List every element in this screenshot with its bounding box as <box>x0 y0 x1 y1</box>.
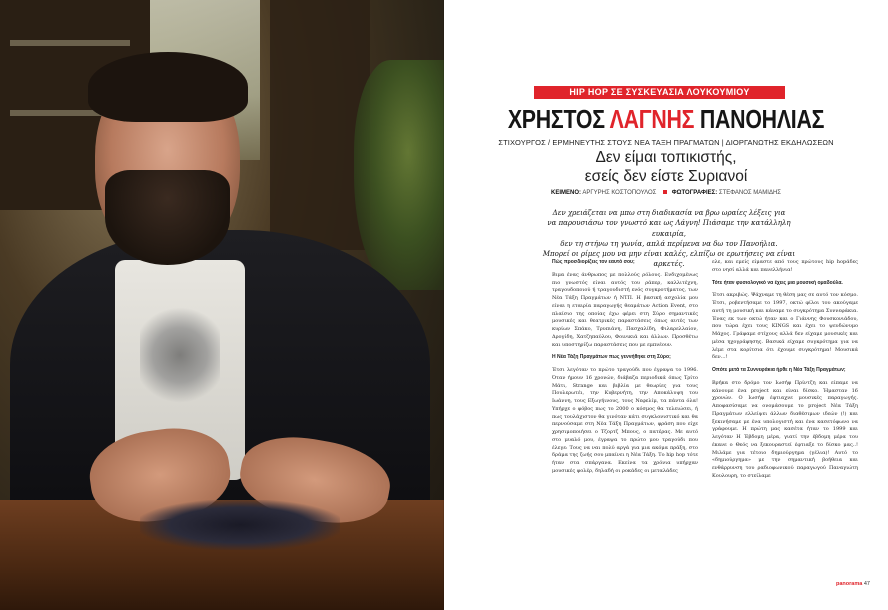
text-credit-label: ΚΕΙΜΕΝΟ: <box>550 190 581 196</box>
headline-line: εσείς δεν είστε Συριανοί <box>584 168 748 185</box>
background-plant <box>354 60 444 290</box>
shelf-highlight <box>10 40 130 46</box>
answer: Βιμα ένας άνθρωπος με πολλούς ρόλους. Ενδιχομένως πιο γνωστός είναι αυτός του ράπερ, καλλιτέχνη, τραγουδοποιού ή τραγουδιστή ενός συγκροτήματος, των Νέα Τάξη Πραγμάτων ή ΝΤΠ. Η βασική ασχολία μου είναι η εταιρία παραγωγής θεαμάτων Action Event, στο πλαίσιο της οποίας έχω φέρει στη Σύρο σημαντικές μουσικές και θεατρικές παραστάσεις όπως αυτές των κυρίων Σπάκο, Τρυπιάνη, Πασχαλίδη, Φιλαρελλαίον, Δρογίδη, Χατζηπαύλου, Φοινικιά και άλλων. Προσθέτω και υποστηρίζω παραστάσεις που με εμπνέουν. <box>552 271 698 348</box>
question: Οπότε μετά τα Συννεφάκια ήρθε η Νέα Τάξη Πραγμάτων; <box>712 367 846 373</box>
jigsaw-pieces <box>140 500 340 550</box>
answer: Έτσι ακριβώς. Ψάχναμε τη θέση μας σε αυτό τον κόσμο. Έτσι, ροβεντήσαμε το 1997, οκτώ φίλοι του ακούγαμε αυτή τη μουσική και κάναμε το συγκρότημα Συννεφάκια. Ένας εκ των οκτώ ήταν και ο Γιάννης Φουσκονιάδου, που τώρα έχει τους KINGS και έχει το ψευδώνυμο Μάχος. Γράφαμε στίχους αλλά δεν είχαμε μουσικές και μέσα ηχογράφησης. Βασικά είχαμε συγκρότημα για να λέμε στα κορίτσια ότι έχουμε συγκρότημα! Μουσικά δεν…! <box>712 292 858 361</box>
question: Πώς προσδιορίζεις τον εαυτό σου; <box>552 259 635 265</box>
beard <box>105 170 230 265</box>
credits <box>444 190 888 196</box>
question: Τότε ήταν φυσιολογικό να έχεις μια μουσική ομαδούλα. <box>712 279 843 286</box>
text-credit-name: ΑΡΓΥΡΗΣ ΚΟΣΤΟΠΟΥΛΟΣ <box>582 190 657 196</box>
lead-line: Δεν χρειάζεται να μπω στη διαδικασία να βρω ωραίες λέξεις για <box>552 209 786 217</box>
interviewee-name <box>484 104 848 134</box>
roles-subtitle: ΣΤΙΧΟΥΡΓΟΣ / ΕΡΜΗΝΕΥΤΗΣ ΣΤΟΥΣ ΝΕΑ ΤΑΞΗ ΠΡΑΓΜΑΤΩΝ | ΔΙΟΡΓΑΝΩΤΗΣ ΕΚΔΗΛΩΣΕΩΝ <box>498 138 834 147</box>
text-column-right <box>712 259 858 486</box>
magazine-brand: panorama <box>836 581 863 587</box>
name-last: ΠΑΝΟΗΛΙΑΣ <box>694 104 825 134</box>
lead-line: Μπορεί οι ρίμες μου να μην είναι καλές, ελπίζω οι ερωτήσεις να είναι αρκετές. <box>542 250 796 269</box>
photo-credit-name: ΣΤΕΦΑΝΟΣ ΜΑΜΙΔΗΣ <box>718 190 781 196</box>
square-bullet-icon <box>663 190 667 194</box>
lead-line: δεν τη στήνω τη γωνία, απλά περίμενα να δω τον Πανοήλια. <box>560 239 778 248</box>
headline-line: Δεν είμαι τοπικιστής, <box>595 149 737 166</box>
page-number: 47 <box>863 581 870 587</box>
section-kicker: HIP HOP ΣΕ ΣΥΣΚΕΥΑΣΙΑ ΛΟΥΚΟΥΜΙΟΥ <box>534 86 785 99</box>
lead-line: να παρουσιάσω τον γνωστό και ως Λάγνη! Πιάσαμε την κατάλληλη ευκαιρία, <box>547 219 791 238</box>
photo-credit-label: ΦΩΤΟΓΡΑΦΙΕΣ: <box>671 190 718 196</box>
headline <box>444 148 888 186</box>
name-first: ΧΡΗΣΤΟΣ <box>507 104 610 134</box>
page-footer <box>836 581 870 587</box>
answer: Βρήκα στο δρόμο τον Ιωσήφ Πρίντζη και είπαμε να κάνουμε ένα project και είναι δίσκο. Ήμασταν 16 χρονών. Ο Ιωσήφ έφτιαχνε μουσικές παραγωγής. Αποφασίσαμε να ονομάσουμε το project Νέα Τάξη Πραγμάτων ελλείψει άλλων διαθέσιμων ιδεών (!) και ξεκινήσαμε με ένα υπολογιστή και ένα κασετόφωνο να γράφουμε. Η πρώτη μας κασέτα ήταν το 1999 και λεγόταν Η Έβδομη μέρα, γιατί την έβδομη μέρα του έκανε ο Θεός να ξεκουραστεί έφτιαξε το δίσκο μας..! Μιλάμε για τέτοιο δημιούργημα (γέλια)! Αυτό το «δημιούργημα» με την σημαντική βοήθεια και ενθάρρυνση του ραδιοφωνικού παραγωγού Παναγιώτη Κουλουρη, το στείλαμε <box>712 379 858 479</box>
tshirt-print <box>140 300 220 410</box>
article-page <box>444 0 888 610</box>
answer: ελε, και εμείς είμαστε από τους πρώτους hip hopάδες στο νησί αλλά και πανελλήνια! <box>712 259 858 273</box>
question: Η Νέα Τάξη Πραγμάτων πως γεννήθηκε στη Σύρο; <box>552 354 671 361</box>
answer: Έτσι λεγόταν το πρώτο τραγούδι που έγραψα το 1996. Όταν ήμουν 16 χρονών, διάβαζα περιοδικά όπως Τρίτο Μάτι, Strange και βιβλία με θεωρίες για τους Πουλερωτέι, την Κυβερνήτη, την Αποκάλυψη του Ιωάννη, τους Εξωγήινους, τους Νεφελίμ, τα πάντα όλα! Υπήρχε ο φόβος πως το 2000 ο κόσμος θα τελειώσει, ή πως τουλάχιστον θα γινόταν κάτι συγκλονιστικό και θα περνούσαμε στη Νέα Τάξη Πραγμάτων, φράση που είχε χρησιμοποιήσει ο Τζορτζ Μπους, ο πατέρας. Με αυτό στο μυαλό μου, έγραψα το πρώτο μου τραγούδι που έλεγε: Τους να ναι πολύ αργά για μια ακόμα πράξη, στο δράμα της ζωής σου μπαίνει η Νέα Τάξη. Το hip hop τότε ήταν στα σπάργανα. Εκείνα τα χρόνια υπήρχαν μουσικές φολέρ, δηλαδή οι ροκάδες οι μεταλάδες <box>552 367 698 474</box>
name-nickname: ΛΑΓΝΗΣ <box>609 104 695 134</box>
text-column-left <box>552 259 698 481</box>
hair <box>88 52 248 122</box>
